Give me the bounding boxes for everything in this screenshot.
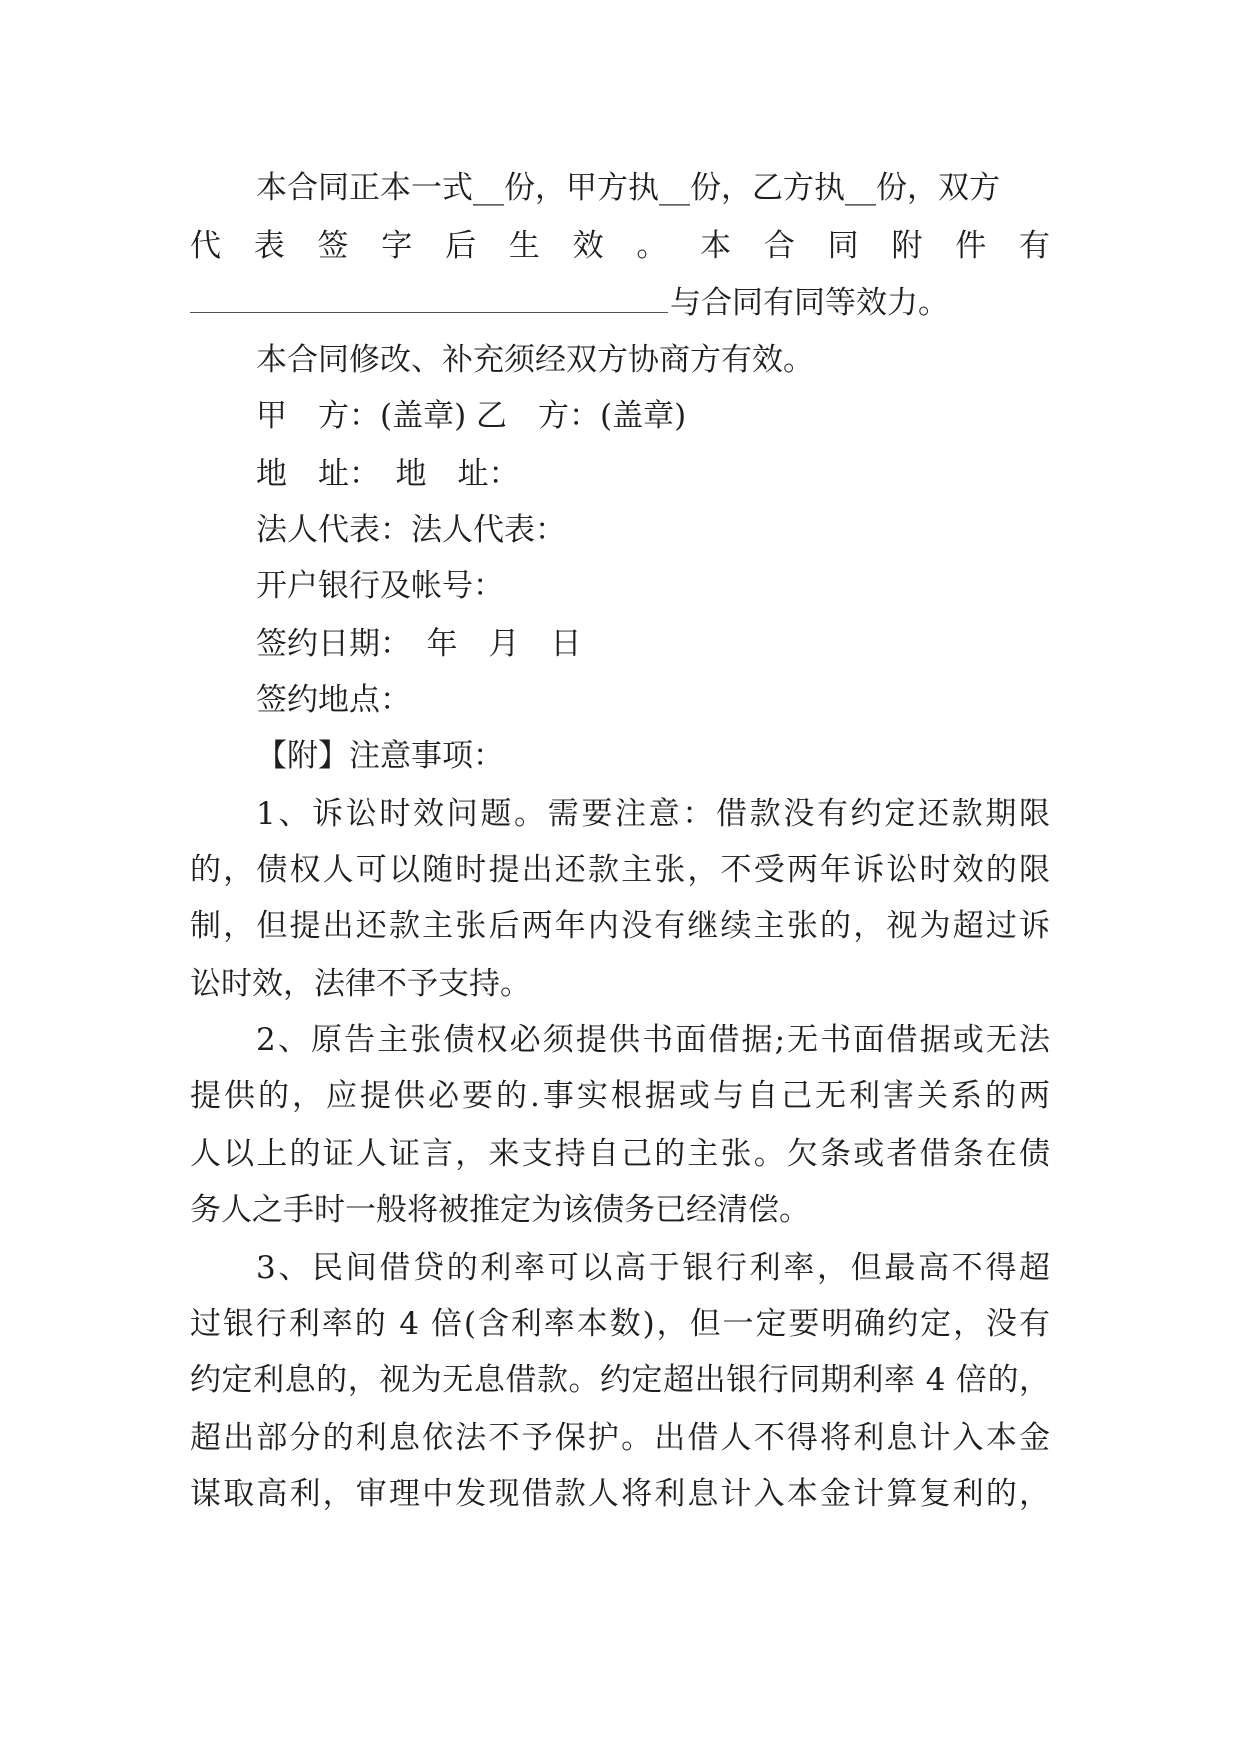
bank-account-line: 开户银行及帐号： (256, 568, 504, 604)
signing-place-line: 签约地点： (256, 682, 411, 718)
note-2-line-4: 务人之手时一般将被推定为该债务已经清偿。 (190, 1192, 810, 1228)
clause-copies-line-3 (190, 282, 1050, 323)
note-1-line-2: 的，债权人可以随时提出还款主张，不受两年诉讼时效的限 (190, 852, 1050, 888)
note-3-line-4: 超出部分的利息依法不予保护。出借人不得将利息计入本金 (190, 1420, 1050, 1456)
amendment-clause: 本合同修改、补充须经双方协商方有效。 (256, 342, 814, 378)
party-seal-line: 甲 方：(盖章) 乙 方：(盖章) (256, 398, 687, 434)
note-2-line-2: 提供的，应提供必要的.事实根据或与自己无利害关系的两 (190, 1078, 1050, 1114)
note-2-line-1: 2、原告主张债权必须提供书面借据;无书面借据或无法 (256, 1022, 1050, 1058)
note-3-line-1: 3、民间借贷的利率可以高于银行利率，但最高不得超 (256, 1250, 1050, 1286)
note-1-line-4: 讼时效，法律不予支持。 (190, 966, 531, 1002)
equal-effect-text: 与合同有同等效力。 (670, 285, 949, 321)
note-1-line-3: 制，但提出还款主张后两年内没有继续主张的，视为超过诉 (190, 908, 1050, 944)
attachment-blank-line (190, 282, 668, 313)
note-3-line-2: 过银行利率的 4 倍(含利率本数)，但一定要明确约定，没有 (190, 1306, 1050, 1342)
legal-rep-line: 法人代表：法人代表： (256, 512, 566, 548)
note-1-line-1: 1、诉讼时效问题。需要注意：借款没有约定还款期限 (256, 796, 1050, 832)
note-2-line-3: 人以上的证人证言，来支持自己的主张。欠条或者借条在债 (190, 1136, 1050, 1172)
note-3-line-5: 谋取高利，审理中发现借款人将利息计入本金计算复利的， (190, 1476, 1050, 1512)
clause-copies-line-2: 代 表 签 字 后 生 效 。 本 合 同 附 件 有 (190, 228, 1050, 264)
notes-heading: 【附】注意事项： (256, 738, 504, 774)
signing-date-line: 签约日期： 年 月 日 (256, 626, 582, 662)
address-line: 地 址： 地 址： (256, 456, 520, 492)
note-3-line-3: 约定利息的，视为无息借款。约定超出银行同期利率 4 倍的， (190, 1362, 1050, 1398)
clause-copies-line-1: 本合同正本一式__份，甲方执__份，乙方执__份，双方 (256, 170, 1000, 206)
